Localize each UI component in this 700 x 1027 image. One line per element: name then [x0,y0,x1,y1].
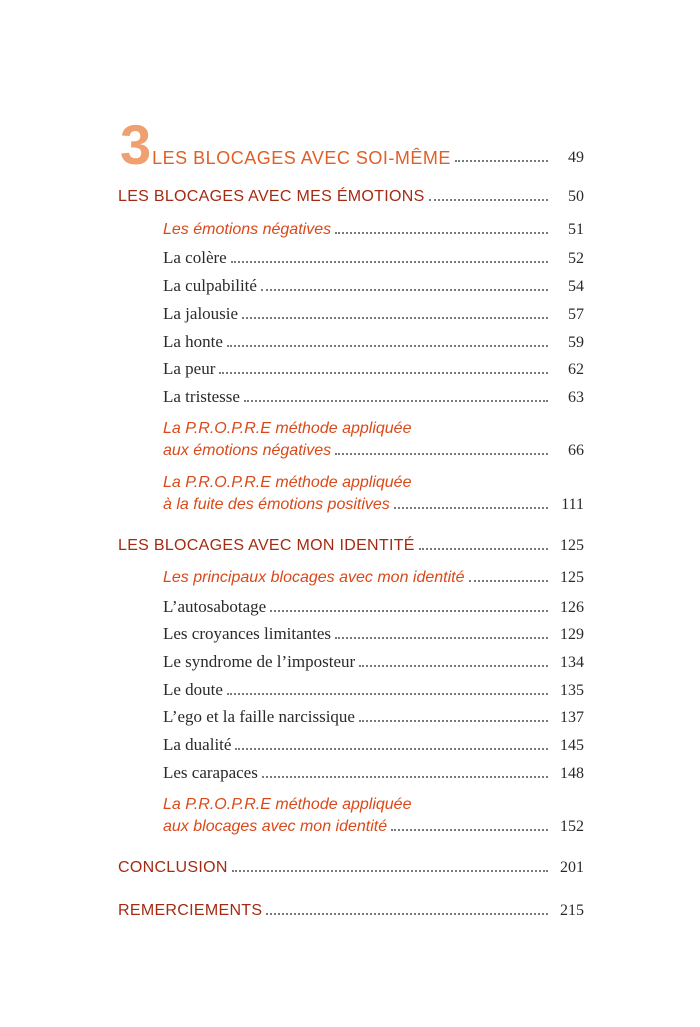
page-number: 201 [560,859,584,876]
item-title: L’ego et la faille narcissique [163,707,355,726]
toc-item[interactable] [163,707,584,727]
method-title-line2: à la fuite des émotions positives [163,496,390,513]
leader-dots [266,913,548,915]
page-number: 135 [560,682,584,699]
item-title: Le doute [163,680,223,699]
method-entry-positive[interactable] [163,472,584,516]
leader-dots [232,870,548,872]
method-title-line2: aux blocages avec mon identité [163,818,388,835]
leader-dots [227,693,548,695]
section-title: LES BLOCAGES AVEC MON IDENTITÉ [118,537,415,554]
section-title: REMERCIEMENTS [118,902,263,919]
leader-dots [359,665,548,667]
toc-item[interactable] [163,597,584,617]
leader-dots [219,372,548,374]
subsection-title: Les émotions négatives [163,221,332,238]
toc-item[interactable] [163,359,584,379]
page-number: 126 [560,599,584,616]
leader-dots [335,453,548,455]
leader-dots [359,720,548,722]
page-number: 129 [560,626,584,643]
leader-dots [391,829,548,831]
item-title: La tristesse [163,387,240,406]
leader-dots [270,610,548,612]
page-number: 215 [560,902,584,919]
toc-item[interactable] [163,763,584,783]
page-number: 59 [568,334,584,351]
toc-item[interactable] [163,735,584,755]
leader-dots [231,261,548,263]
chapter-number: 3 [120,113,151,176]
page-number: 148 [560,765,584,782]
item-title: La peur [163,359,216,378]
leader-dots [335,232,548,234]
leader-dots [419,548,548,550]
page-number: 54 [568,278,584,295]
leader-dots [235,748,548,750]
chapter-title: LES BLOCAGES AVEC SOI-MÊME [152,148,451,168]
page-number: 125 [560,569,584,586]
page-number: 63 [568,389,584,406]
leader-dots [335,637,548,639]
item-title: La jalousie [163,304,239,323]
method-title-row [163,440,584,462]
page-number: 134 [560,654,584,671]
method-title-line1: La P.R.O.P.R.E méthode appliquée [163,474,412,491]
page-number: 57 [568,306,584,323]
leader-dots [244,400,548,402]
leader-dots [429,199,548,201]
toc-item[interactable] [163,652,584,672]
page-number: 66 [568,442,584,459]
leader-dots [242,317,548,319]
toc-item[interactable] [163,248,584,268]
item-title: La honte [163,332,223,351]
section-entry-remerciements[interactable] [118,902,584,920]
toc-item[interactable] [163,624,584,644]
method-entry-identity[interactable] [163,794,584,838]
chapter-entry[interactable] [120,113,584,176]
toc-item[interactable] [163,304,584,324]
page-number: 137 [560,709,584,726]
leader-dots [469,580,548,582]
method-title-line1: La P.R.O.P.R.E méthode appliquée [163,796,412,813]
item-title: Les carapaces [163,763,258,782]
page-number: 51 [568,221,584,238]
toc-item[interactable] [163,387,584,407]
item-title: La colère [163,248,227,267]
item-title: La dualité [163,735,232,754]
item-title: L’autosabotage [163,597,267,616]
leader-dots [455,160,548,162]
leader-dots [227,345,548,347]
method-title-line1: La P.R.O.P.R.E méthode appliquée [163,420,412,437]
page-number: 152 [560,818,584,835]
method-title-row [163,816,584,838]
method-entry-emotions[interactable] [163,418,584,462]
toc-item[interactable] [163,276,584,296]
method-title-line2: aux émotions négatives [163,442,332,459]
toc-item[interactable] [163,680,584,700]
toc-item[interactable] [163,332,584,352]
page-number: 145 [560,737,584,754]
subsection-entry[interactable] [163,569,584,587]
section-title: LES BLOCAGES AVEC MES ÉMOTIONS [118,188,425,205]
subsection-entry[interactable] [163,221,584,239]
subsection-title: Les principaux blocages avec mon identité [163,569,465,586]
page-number: 62 [568,361,584,378]
leader-dots [262,776,548,778]
leader-dots [394,507,548,509]
section-entry-emotions[interactable] [118,188,584,206]
leader-dots [261,289,548,291]
page-number: 50 [568,188,584,205]
section-title: CONCLUSION [118,859,228,876]
page-number: 49 [568,149,584,166]
page-number: 111 [561,496,584,513]
item-title: La culpabilité [163,276,257,295]
section-entry-conclusion[interactable] [118,859,584,877]
method-title-row [163,494,584,516]
section-entry-identity[interactable] [118,537,584,555]
page-number: 52 [568,250,584,267]
page-number: 125 [560,537,584,554]
item-title: Le syndrome de l’imposteur [163,652,356,671]
item-title: Les croyances limitantes [163,624,332,643]
